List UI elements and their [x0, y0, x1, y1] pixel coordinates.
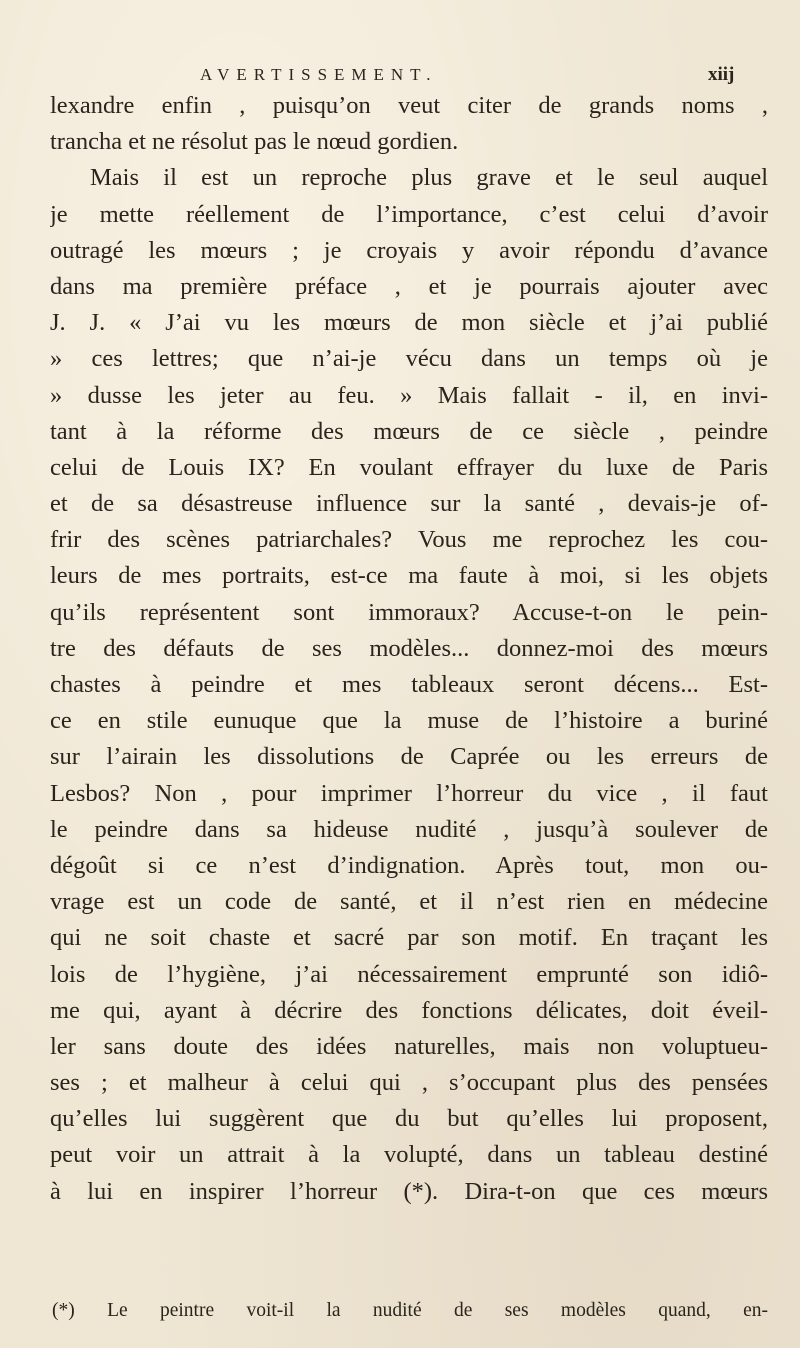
text-line: sur l’airain les dissolutions de Caprée ou les erreurs de: [50, 743, 768, 771]
text-line: » ces lettres; que n’ai-je vécu dans un temps où je: [50, 345, 768, 373]
text-line: Lesbos? Non , pour imprimer l’horreur du vice , il faut: [50, 779, 768, 807]
text-line: ses ; et malheur à celui qui , s’occupant plus des pensées: [50, 1069, 768, 1097]
running-title: AVERTISSEMENT.: [200, 65, 438, 84]
text-line: tre des défauts de ses modèles... donnez-moi des mœurs: [50, 634, 768, 662]
text-line: me qui, ayant à décrire des fonctions délicates, doit éveil-: [50, 996, 768, 1024]
text-line: vrage est un code de santé, et il n’est rien en médecine: [50, 888, 768, 916]
text-line: lexandre enfin , puisqu’on veut citer de grands noms ,: [50, 92, 768, 119]
body-text: [50, 88, 768, 1210]
text-line: lois de l’hygiène, j’ai nécessairement emprunté son idiô-: [50, 960, 768, 988]
text-line: et de sa désastreuse influence sur la santé , devais-je of-: [50, 490, 768, 518]
text-line: J. J. « J’ai vu les mœurs de mon siècle et j’ai publié: [50, 309, 768, 337]
text-line: qu’ils représentent sont immoraux? Accuse-t-on le pein-: [50, 598, 768, 626]
text-line: leurs de mes portraits, est-ce ma faute à moi, si les objets: [50, 562, 768, 590]
text-line: ler sans doute des idées naturelles, mais non voluptueu-: [50, 1032, 768, 1060]
text-line: le peindre dans sa hideuse nudité , jusqu’à soulever de: [50, 815, 768, 843]
text-line: dégoût si ce n’est d’indignation. Après tout, mon ou-: [50, 851, 768, 879]
text-line: tant à la réforme des mœurs de ce siècle , peindre: [50, 417, 768, 445]
text-line: ce en stile eunuque que la muse de l’histoire a buriné: [50, 707, 768, 735]
text-line: chastes à peindre et mes tableaux seront décens... Est-: [50, 671, 768, 698]
text-line: trancha et ne résolut pas le nœud gordien.: [50, 128, 459, 156]
text-line: dans ma première préface , et je pourrais ajouter avec: [50, 272, 768, 300]
text-line: qu’elles lui suggèrent que du but qu’elles lui proposent,: [50, 1105, 768, 1133]
text-line: peut voir un attrait à la volupté, dans un tableau destiné: [50, 1141, 768, 1169]
text-line: Mais il est un reproche plus grave et le seul auquel: [90, 164, 768, 192]
text-line: frir des scènes patriarchales? Vous me reprochez les cou-: [50, 526, 768, 554]
footnote: (*) Le peintre voit-il la nudité de ses modèles quand, en-: [52, 1300, 768, 1321]
text-line: celui de Louis IX? En voulant effrayer du luxe de Paris: [50, 453, 768, 481]
page-number: xiij: [708, 64, 735, 85]
text-line: qui ne soit chaste et sacré par son motif. En traçant les: [50, 924, 768, 952]
text-line: à lui en inspirer l’horreur (*). Dira-t-on que ces mœurs: [50, 1177, 768, 1205]
running-head: [0, 62, 800, 88]
text-line: outragé les mœurs ; je croyais y avoir répondu d’avance: [50, 236, 768, 264]
text-line: je mette réellement de l’importance, c’est celui d’avoir: [50, 200, 768, 228]
text-line: » dusse les jeter au feu. » Mais fallait - il, en invi-: [50, 381, 768, 409]
